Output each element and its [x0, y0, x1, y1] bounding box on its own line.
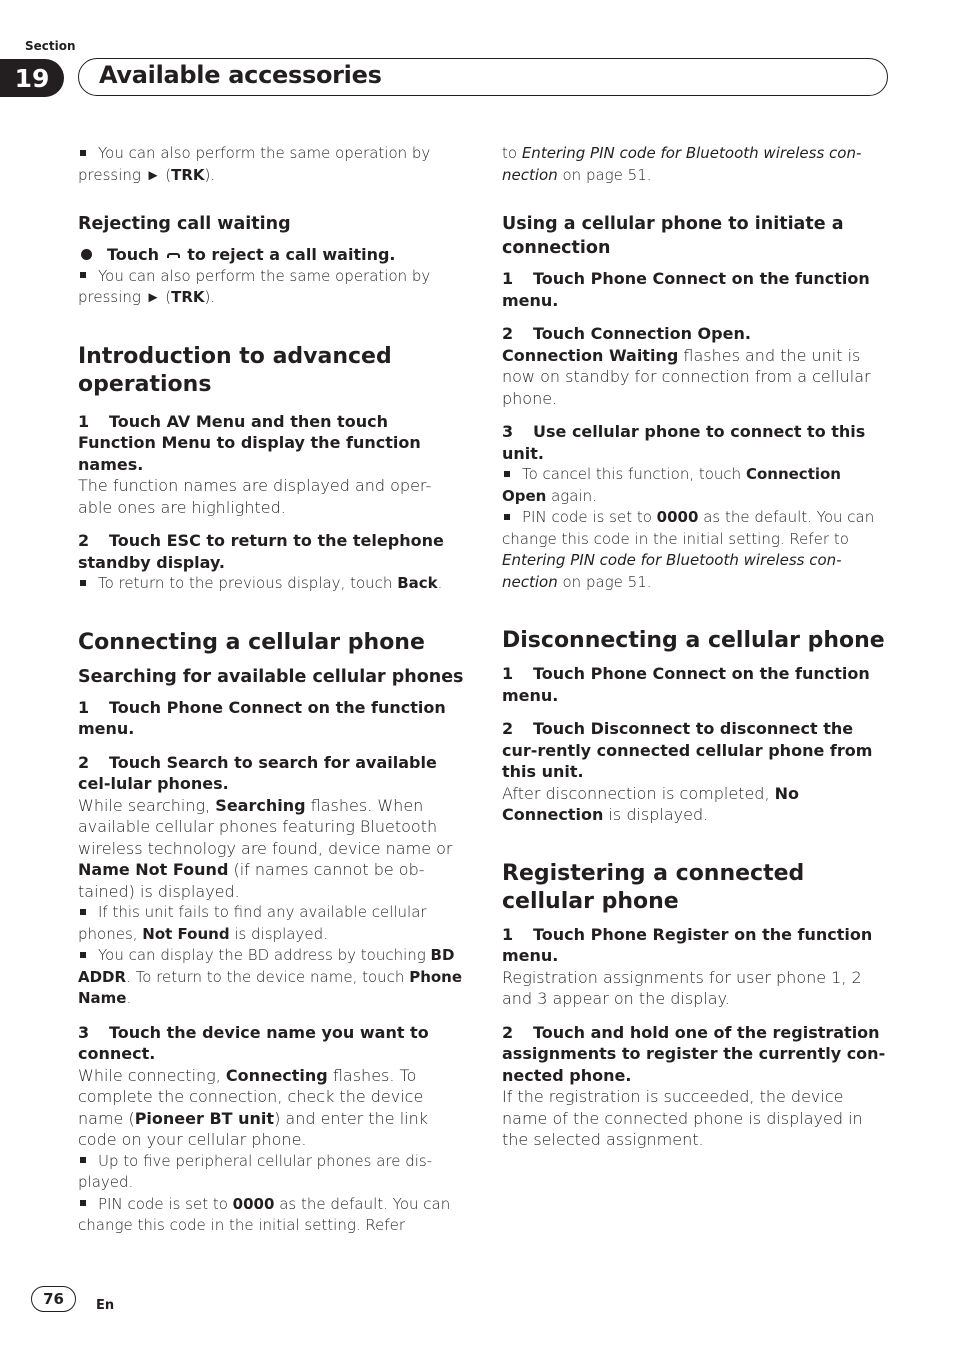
square-bullet-icon [504, 471, 510, 477]
heading-disconnecting: Disconnecting a cellular phone [502, 628, 885, 653]
page-number: 76 [31, 1286, 76, 1312]
note: To cancel this function, touch Connection Open again. [502, 465, 841, 505]
left-column [78, 143, 464, 1237]
note: PIN code is set to 0000 as the default. You can change this code in the initial setting. Refer to Entering PIN code for Bluetooth wireless con-nection on page 51. [502, 508, 875, 591]
section-number-badge: 19 [0, 59, 64, 97]
step-body: Registration assignments for user phone 1, 2 and 3 appear on the display. [502, 967, 862, 1008]
step-body: After disconnection is completed, No Connection is displayed. [502, 783, 800, 824]
continued-note: to Entering PIN code for Bluetooth wireless con-nection on page 51. [502, 144, 862, 184]
step-1: 1 Touch AV Menu and then touch Function Menu to display the function names. [78, 411, 421, 474]
step-body: The function names are displayed and oper-able ones are highlighted. [78, 476, 432, 517]
square-bullet-icon [504, 514, 510, 520]
note: You can also perform the same operation by pressing ► (TRK). [78, 266, 431, 306]
square-bullet-icon [80, 1157, 86, 1163]
step-3: 3 Touch the device name you want to connect. [78, 1022, 429, 1063]
step-body: Connection Waiting flashes and the unit is now on standby for connection from a cellular phone. [502, 345, 871, 408]
step-2: 2 Touch Connection Open. [502, 324, 751, 343]
step-2: 2 Touch Disconnect to disconnect the cur-rently connected cellular phone from this unit. [502, 719, 873, 781]
step-1: 1 Touch Phone Connect on the function menu. [502, 269, 870, 310]
note: Up to five peripheral cellular phones are dis-played. [78, 1151, 433, 1191]
chapter-title: Available accessories [99, 61, 382, 89]
note: You can display the BD address by touching BD ADDR. To return to the device name, touch Phone Name. [78, 946, 463, 1007]
step-body: If the registration is succeeded, the device name of the connected phone is displayed in the selected assignment. [502, 1087, 863, 1149]
subheading-searching: Searching for available cellular phones [78, 666, 464, 687]
square-bullet-icon [80, 909, 86, 915]
square-bullet-icon [80, 150, 86, 156]
step-2: 2 Touch ESC to return to the telephone standby display. [78, 531, 444, 572]
step-2: 2 Touch and hold one of the registration assignments to register the currently con-nected phone. [502, 1022, 886, 1085]
bullet-step: Touch to reject a call waiting. [78, 244, 464, 266]
note: PIN code is set to 0000 as the default. You can change this code in the initial setting. Refer [78, 1194, 451, 1234]
step-1: 1 Touch Phone Register on the function menu. [502, 924, 873, 965]
step-body: While connecting, Connecting flashes. To complete the connection, check the device name (Pioneer BT unit) and enter the link code on your cellular phone. [78, 1065, 428, 1149]
subheading-initiate: Using a cellular phone to initiate a connection [502, 214, 844, 258]
section-label: Section [25, 39, 76, 53]
note: If this unit fails to find any available cellular phones, Not Found is displayed. [78, 903, 427, 943]
square-bullet-icon [80, 580, 86, 586]
chapter-title-bar [78, 58, 888, 96]
heading-introduction: Introduction to advanced operations [78, 343, 392, 397]
heading-registering: Registering a connected cellular phone [502, 860, 805, 914]
subheading-rejecting: Rejecting call waiting [78, 214, 291, 234]
step-3: 3 Use cellular phone to connect to this unit. [502, 422, 866, 463]
language-label: En [96, 1298, 115, 1313]
step-2: 2 Touch Search to search for available cel-lular phones. [78, 752, 437, 793]
heading-connecting: Connecting a cellular phone [78, 629, 425, 655]
round-bullet-icon [81, 249, 92, 260]
square-bullet-icon [80, 272, 86, 278]
note: To return to the previous display, touch Back. [78, 573, 464, 595]
square-bullet-icon [80, 1200, 86, 1206]
step-1: 1 Touch Phone Connect on the function menu. [78, 697, 446, 738]
step-body: While searching, Searching flashes. When available cellular phones featuring Bluetooth wireless technology are found, device name or Name Not Found (if names cannot be ob-tained) is displayed. [78, 795, 453, 901]
note: You can also perform the same operation by pressing ► (TRK). [78, 144, 431, 184]
square-bullet-icon [80, 952, 86, 958]
right-column [502, 143, 888, 1151]
hang-up-icon [167, 253, 180, 258]
step-1: 1 Touch Phone Connect on the function menu. [502, 664, 870, 705]
